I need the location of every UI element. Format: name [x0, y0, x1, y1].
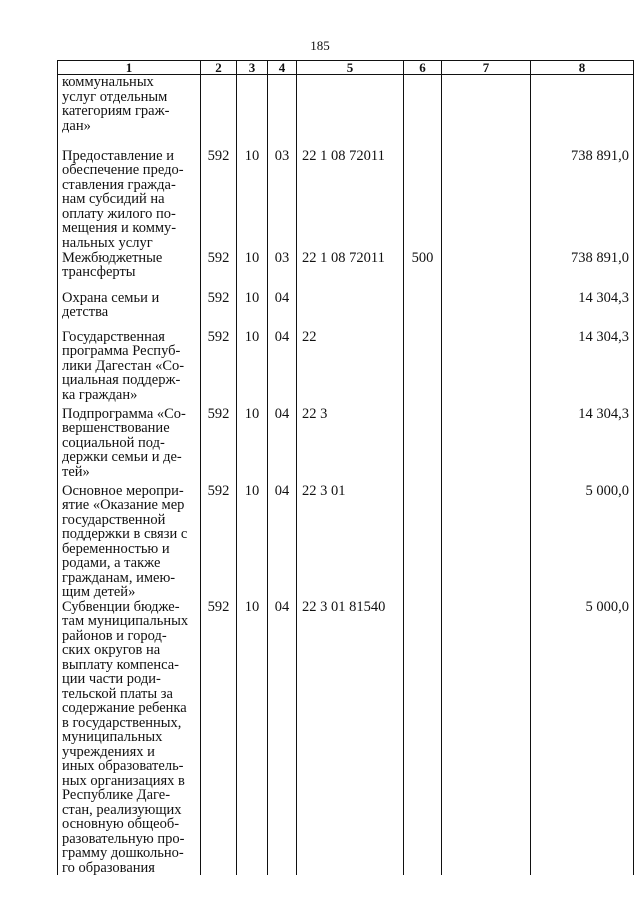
col-header-5: 5 — [297, 61, 404, 75]
cell-target — [297, 291, 404, 330]
cell-amount: 14 304,3 — [531, 291, 634, 330]
cell-amount: 14 304,3 — [531, 330, 634, 407]
cell-subsection: 03 — [268, 251, 297, 291]
cell-expense-type — [404, 484, 442, 600]
cell-admin: 592 — [201, 149, 237, 251]
cell-col7 — [442, 484, 531, 600]
row-name: Межбюджетные трансферты — [58, 251, 201, 291]
cell-target: 22 — [297, 330, 404, 407]
budget-table-container — [57, 60, 633, 875]
table-row — [58, 149, 634, 251]
cell-expense-type: 500 — [404, 251, 442, 291]
cell-expense-type — [404, 149, 442, 251]
cell-expense-type — [404, 600, 442, 876]
cell-col7 — [442, 75, 531, 149]
table-row — [58, 75, 634, 149]
table-header-row — [58, 61, 634, 75]
table-row — [58, 291, 634, 330]
cell-expense-type — [404, 291, 442, 330]
col-header-7: 7 — [442, 61, 531, 75]
cell-section: 10 — [237, 330, 268, 407]
cell-admin — [201, 75, 237, 149]
cell-target: 22 3 01 81540 — [297, 600, 404, 876]
cell-col7 — [442, 291, 531, 330]
cell-admin: 592 — [201, 330, 237, 407]
cell-col7 — [442, 251, 531, 291]
cell-section: 10 — [237, 484, 268, 600]
table-row — [58, 407, 634, 484]
row-name: Подпрограмма «Со- вершенствование социальной под- держки семьи и де- тей» — [58, 407, 201, 484]
cell-section: 10 — [237, 291, 268, 330]
cell-target: 22 1 08 72011 — [297, 251, 404, 291]
cell-subsection: 04 — [268, 291, 297, 330]
cell-amount: 738 891,0 — [531, 149, 634, 251]
cell-section: 10 — [237, 407, 268, 484]
cell-col7 — [442, 149, 531, 251]
cell-col7 — [442, 407, 531, 484]
table-row — [58, 484, 634, 600]
cell-subsection: 04 — [268, 330, 297, 407]
cell-col7 — [442, 600, 531, 876]
row-name: Субвенции бюдже- там муниципальных районов и город- ских округов на выплату компенса- ции части роди- тельской платы за содержание ребенка в государственных, муниципальных учреждениях и иных образователь- ных организациях в Республике Даге- стан, реализующих основную общеоб- разовательную про- грамму дошкольно- го образования — [58, 600, 201, 876]
cell-admin: 592 — [201, 291, 237, 330]
row-name: Основное меропри- ятие «Оказание мер государственной поддержки в связи с беременностью и родами, а также гражданам, имею- щим детей» — [58, 484, 201, 600]
cell-expense-type — [404, 75, 442, 149]
cell-expense-type — [404, 407, 442, 484]
cell-section — [237, 75, 268, 149]
cell-target: 22 3 — [297, 407, 404, 484]
cell-target — [297, 75, 404, 149]
row-name: Предоставление и обеспечение предо- ставления гражда- нам субсидий на оплату жилого по- мещения и комму- нальных услуг — [58, 149, 201, 251]
cell-col7 — [442, 330, 531, 407]
cell-amount: 5 000,0 — [531, 484, 634, 600]
table-row — [58, 600, 634, 876]
col-header-8: 8 — [531, 61, 634, 75]
row-name: Государственная программа Респуб- лики Дагестан «Со- циальная поддерж- ка граждан» — [58, 330, 201, 407]
cell-subsection — [268, 75, 297, 149]
row-name: коммунальных услуг отдельным категориям граж- дан» — [58, 75, 201, 149]
cell-target: 22 3 01 — [297, 484, 404, 600]
table-row — [58, 251, 634, 291]
cell-admin: 592 — [201, 251, 237, 291]
cell-amount — [531, 75, 634, 149]
page-number: 185 — [310, 38, 330, 53]
cell-target: 22 1 08 72011 — [297, 149, 404, 251]
budget-table — [57, 60, 634, 875]
cell-subsection: 04 — [268, 600, 297, 876]
cell-admin: 592 — [201, 407, 237, 484]
cell-amount: 738 891,0 — [531, 251, 634, 291]
cell-admin: 592 — [201, 484, 237, 600]
col-header-3: 3 — [237, 61, 268, 75]
cell-admin: 592 — [201, 600, 237, 876]
cell-section: 10 — [237, 600, 268, 876]
cell-section: 10 — [237, 251, 268, 291]
table-row — [58, 330, 634, 407]
cell-subsection: 04 — [268, 407, 297, 484]
col-header-2: 2 — [201, 61, 237, 75]
cell-amount: 14 304,3 — [531, 407, 634, 484]
col-header-4: 4 — [268, 61, 297, 75]
cell-section: 10 — [237, 149, 268, 251]
cell-expense-type — [404, 330, 442, 407]
row-name: Охрана семьи и детства — [58, 291, 201, 330]
col-header-1: 1 — [58, 61, 201, 75]
col-header-6: 6 — [404, 61, 442, 75]
cell-subsection: 03 — [268, 149, 297, 251]
cell-amount: 5 000,0 — [531, 600, 634, 876]
cell-subsection: 04 — [268, 484, 297, 600]
